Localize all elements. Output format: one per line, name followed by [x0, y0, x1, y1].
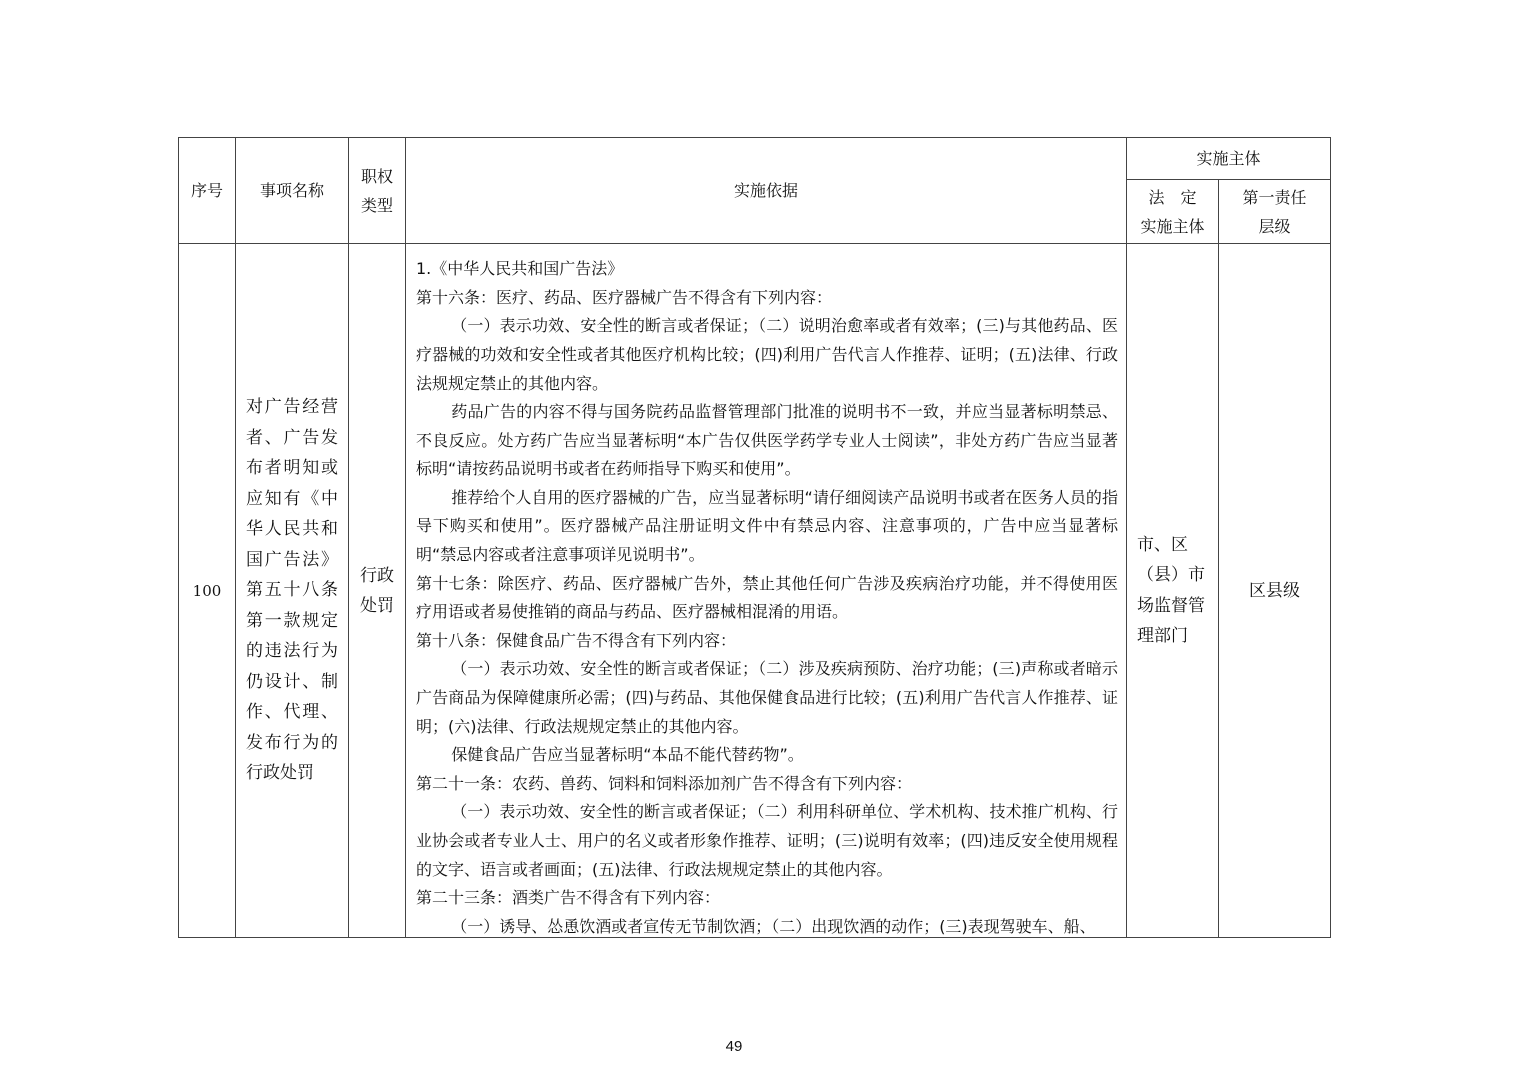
basis-paragraph: 第二十三条：酒类广告不得含有下列内容： [416, 888, 721, 908]
basis-paragraph: 1.《中华人民共和国广告法》 [416, 259, 624, 279]
basis-text [416, 255, 1118, 935]
header-serial: 序号 [179, 138, 236, 244]
basis-paragraph: 推荐给个人自用的医疗器械的广告，应当显著标明“请仔细阅读产品说明书或者在医务人员的指导下购买和使用”。医疗器械产品注册证明文件中有禁忌内容、注意事项的，广告中应当显著标明“禁忌内容或者注意事项详见说明书”。 [416, 487, 1118, 565]
basis-paragraph: 保健食品广告应当显著标明“本品不能代替药物”。 [451, 745, 804, 765]
row-power-type-line1: 行政 [360, 565, 394, 586]
basis-paragraph: 药品广告的内容不得与国务院药品监督管理部门批准的说明书不一致，并应当显著标明禁忌、不良反应。处方药广告应当显著标明“本广告仅供医学药学专业人士阅读”，非处方药广告应当显著标明“请按药品说明书或者在药师指导下购买和使用”。 [416, 402, 1118, 479]
basis-paragraph: 第十七条：除医疗、药品、医疗器械广告外，禁止其他任何广告涉及疾病治疗功能，并不得使用医疗用语或者易使推销的商品与药品、医疗器械相混淆的用语。 [416, 573, 1118, 622]
basis-paragraph: （一）表示功效、安全性的断言或者保证；（二）说明治愈率或者有效率；(三)与其他药品、医疗器械的功效和安全性或者其他医疗机构比较；(四)利用广告代言人作推荐、证明；(五)法律、行政法规规定禁止的其他内容。 [416, 316, 1118, 393]
header-subject-group: 实施主体 [1127, 138, 1331, 180]
header-first-level-line2: 层级 [1258, 216, 1291, 236]
matters-table [178, 137, 1331, 938]
header-legal-subject-line1: 法 定 [1148, 187, 1197, 207]
row-serial: 100 [179, 244, 236, 938]
header-item-name: 事项名称 [236, 138, 349, 244]
header-legal-subject [1127, 180, 1219, 244]
header-first-level [1219, 180, 1331, 244]
basis-paragraph: （一）表示功效、安全性的断言或者保证；（二）涉及疾病预防、治疗功能；(三)声称或者暗示广告商品为保障健康所必需；(四)与药品、其他保健食品进行比较；(五)利用广告代言人作推荐、证明；(六)法律、行政法规规定禁止的其他内容。 [416, 659, 1118, 736]
row-legal-subject: 市、区（县）市场监督管理部门 [1127, 244, 1219, 938]
row-power-type-line2: 处罚 [360, 595, 394, 616]
header-first-level-line1: 第一责任 [1242, 187, 1307, 207]
basis-paragraph: 第十六条：医疗、药品、医疗器械广告不得含有下列内容： [416, 287, 833, 307]
header-power-type-line2: 类型 [360, 195, 393, 215]
page-number: 49 [725, 1038, 743, 1055]
row-basis [406, 244, 1127, 938]
header-basis: 实施依据 [406, 138, 1127, 244]
table-row [179, 244, 1331, 938]
basis-paragraph: （一）诱导、怂恿饮酒或者宣传无节制饮酒；（二）出现饮酒的动作；(三)表现驾驶车、船、 [451, 916, 1096, 936]
basis-paragraph: 第二十一条：农药、兽药、饲料和饲料添加剂广告不得含有下列内容： [416, 773, 913, 793]
header-legal-subject-line2: 实施主体 [1140, 216, 1205, 236]
header-power-type-line1: 职权 [360, 166, 393, 186]
row-first-level: 区县级 [1219, 244, 1331, 938]
header-power-type [349, 138, 406, 244]
basis-paragraph: 第十八条：保健食品广告不得含有下列内容： [416, 630, 737, 650]
row-power-type [349, 244, 406, 938]
basis-paragraph: （一）表示功效、安全性的断言或者保证；（二）利用科研单位、学术机构、技术推广机构、行业协会或者专业人士、用户的名义或者形象作推荐、证明；(三)说明有效率；(四)违反安全使用规程的文字、语言或者画面；(五)法律、行政法规规定禁止的其他内容。 [416, 802, 1118, 879]
row-item-name: 对广告经营者、广告发布者明知或应知有《中华人民共和国广告法》第五十八条第一款规定的违法行为仍设计、制作、代理、发布行为的行政处罚 [236, 244, 349, 938]
